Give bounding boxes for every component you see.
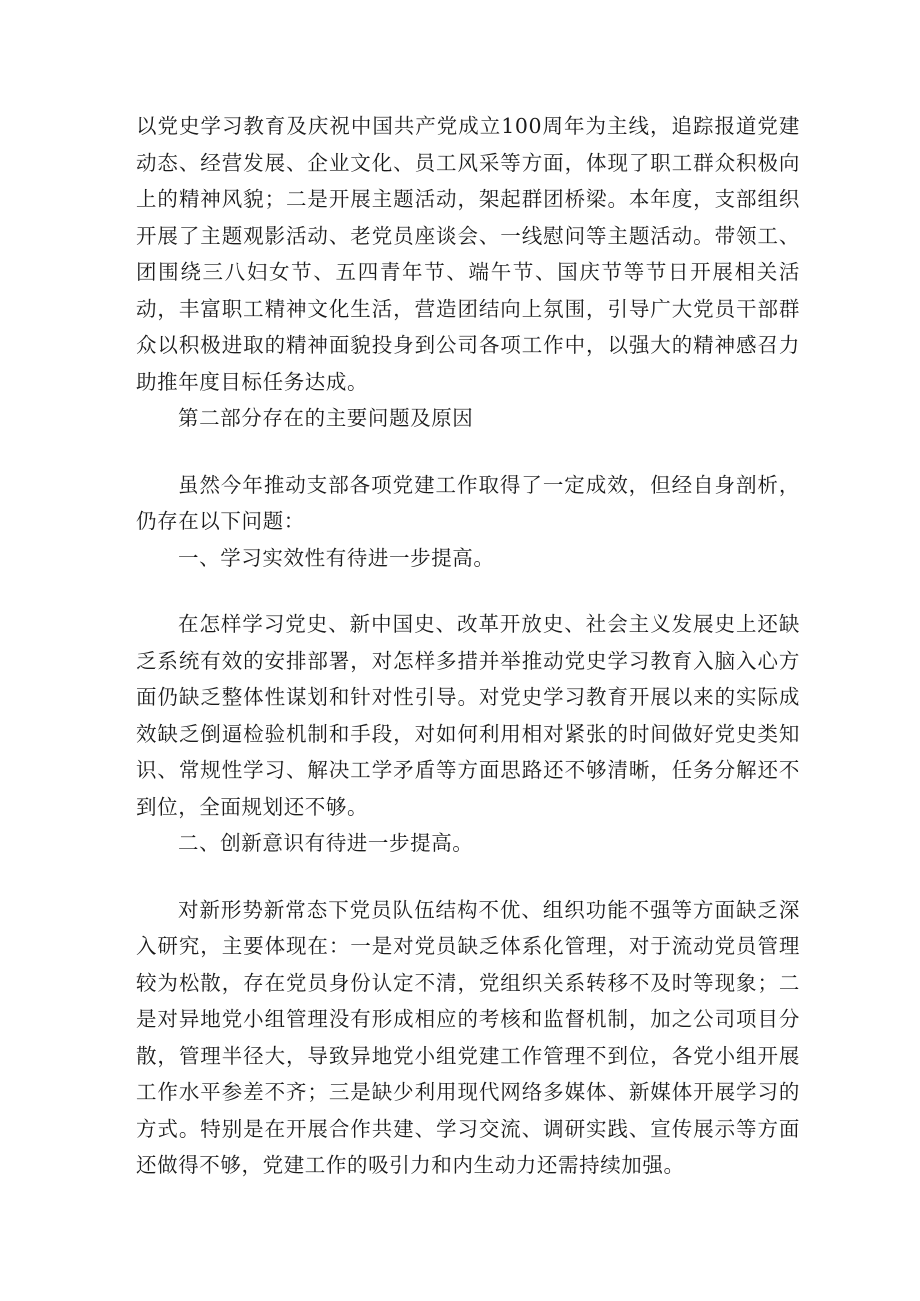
heading-learning-effectiveness: 一、学习实效性有待进一步提高。 <box>178 545 495 570</box>
paragraph-learning-effectiveness: 在怎样学习党史、新中国史、改革开放史、社会主义发展史上还缺乏系统有效的安排部署，对怎样多措并举推动党史学习教育入脑入心方面仍缺乏整体性谋划和针对性引导。对党史学习教育开展以来的实际成效缺乏倒逼检验机制和手段，对如何利用相对紧张的时间做好党史类知识、常规性学习、解决工学矛盾等方面思路还不够清晰，任务分解还不到位，全面规划还不够。 <box>136 612 800 819</box>
paragraph-problems-intro: 虽然今年推动支部各项党建工作取得了一定成效，但经自身剖析，仍存在以下问题： <box>136 472 800 533</box>
heading-innovation-awareness: 二、创新意识有待进一步提高。 <box>178 831 474 855</box>
document-body <box>136 108 800 1184</box>
section-title-problems: 第二部分存在的主要问题及原因 <box>178 406 474 430</box>
paragraph-innovation-awareness: 对新形势新常态下党员队伍结构不优、组织功能不强等方面缺乏深入研究，主要体现在：一是对党员缺乏体系化管理，对于流动党员管理较为松散，存在党员身份认定不清，党组织关系转移不及时等现象；二是对异地党小组管理没有形成相应的考核和监督机制，加之公司项目分散，管理半径大，导致异地党小组党建工作管理不到位，各党小组开展工作水平参差不齐；三是缺少利用现代网络多媒体、新媒体开展学习的方式。特别是在开展合作共建、学习交流、调研实践、宣传展示等方面还做得不够，党建工作的吸引力和内生动力还需持续加强。 <box>136 897 800 1177</box>
paragraph-publicity-activities: 以党史学习教育及庆祝中国共产党成立100周年为主线，追踪报道党建动态、经营发展、企业文化、员工风采等方面，体现了职工群众积极向上的精神风貌；二是开展主题活动，架起群团桥梁。本年度，支部组织开展了主题观影活动、老党员座谈会、一线慰问等主题活动。带领工、团围绕三八妇女节、五四青年节、端午节、国庆节等节日开展相关活动，丰富职工精神文化生活，营造团结向上氛围，引导广大党员干部群众以积极进取的精神面貌投身到公司各项工作中，以强大的精神感召力助推年度目标任务达成。 <box>136 114 800 394</box>
